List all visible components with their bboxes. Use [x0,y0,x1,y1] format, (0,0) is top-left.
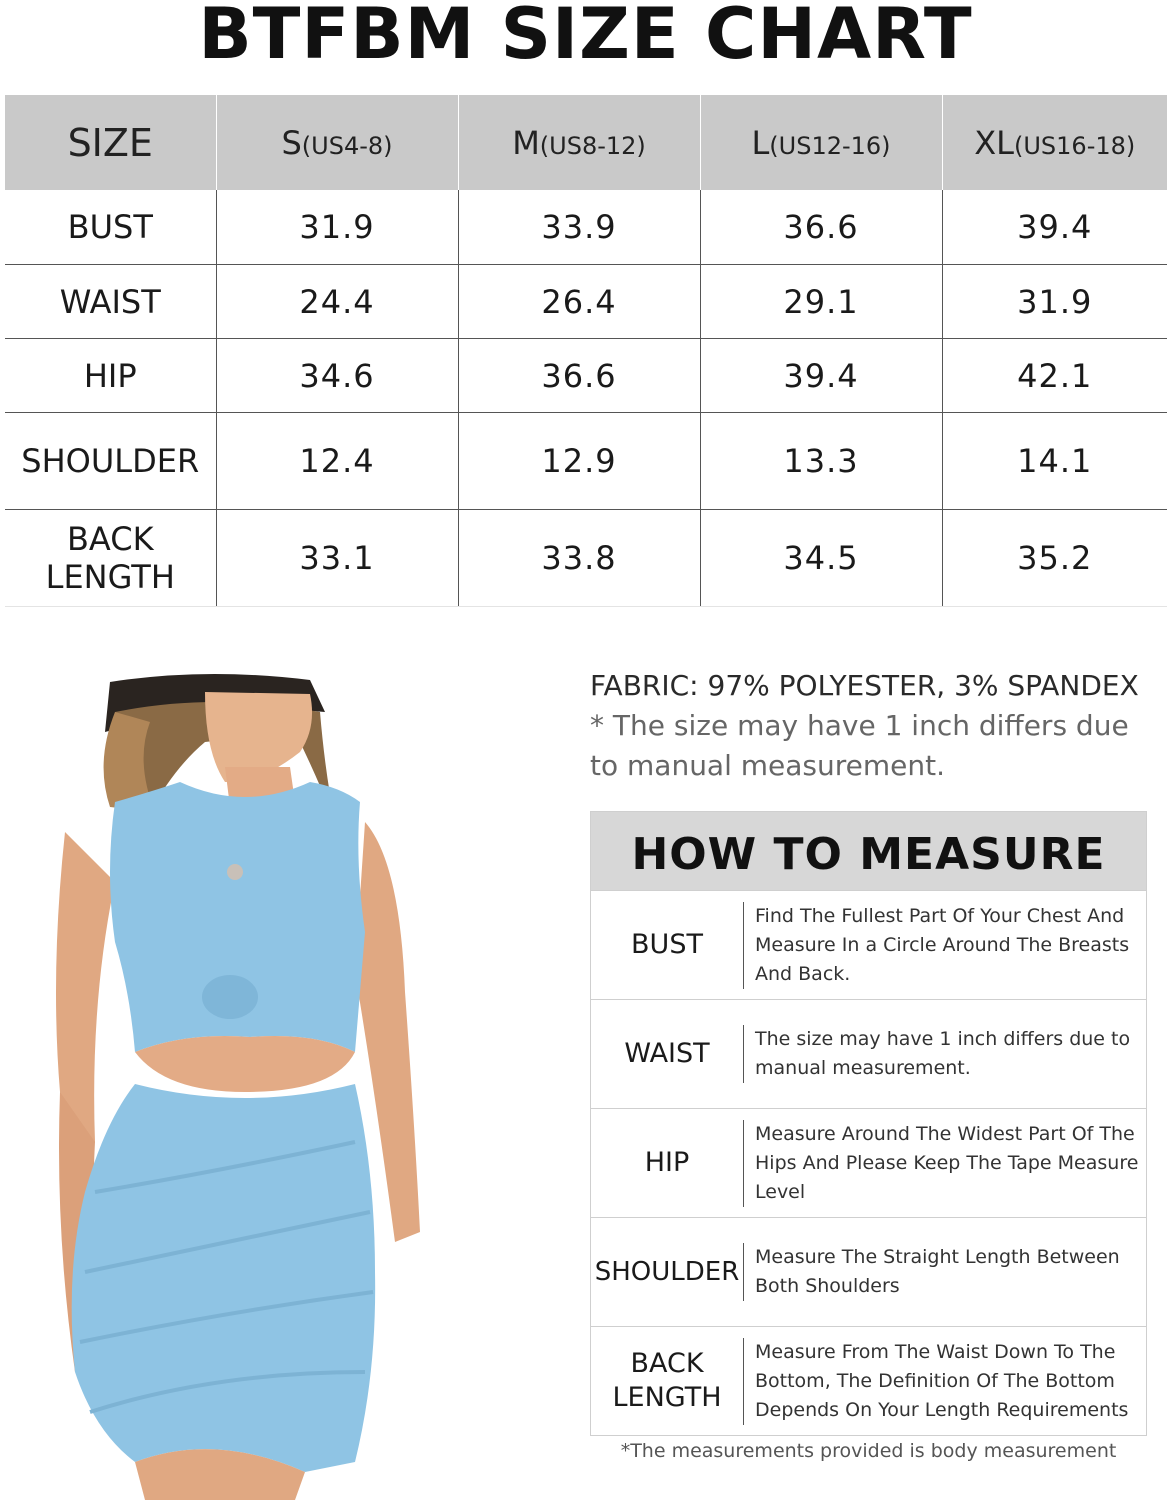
dress-product-photo [55,672,450,1500]
table-cell: 42.1 [942,339,1167,413]
table-cell: 39.4 [942,190,1167,265]
table-cell: 12.4 [216,413,458,510]
table-cell: 36.6 [458,339,700,413]
fabric-info [590,666,1160,786]
table-row [5,190,1167,265]
measure-label: WAIST [624,1038,710,1069]
table-cell: 36.6 [700,190,942,265]
fabric-note: * The size may have 1 inch differs due to manual measurement. [590,709,1129,782]
size-header-m: M(US8-12) [458,95,700,190]
measure-label: SHOULDER [594,1257,740,1287]
size-header-l: L(US12-16) [700,95,942,190]
measure-label: HIP [644,1147,690,1178]
row-label: BACK LENGTH [5,510,216,607]
table-cell: 24.4 [216,265,458,339]
measure-desc: Measure From The Waist Down To The Bottom, The Definition Of The Bottom Depends On Your Length Requirements [743,1338,1146,1425]
table-cell: 34.6 [216,339,458,413]
table-cell: 31.9 [216,190,458,265]
table-cell: 39.4 [700,339,942,413]
size-table [5,95,1167,607]
measure-row-shoulder [591,1217,1146,1326]
measure-row-hip [591,1108,1146,1217]
table-cell: 31.9 [942,265,1167,339]
row-label: HIP [5,339,216,413]
size-header-s: S(US4-8) [216,95,458,190]
row-label: WAIST [5,265,216,339]
measure-desc: Find The Fullest Part Of Your Chest And Measure In a Circle Around The Breasts And Back. [743,902,1146,989]
how-to-measure-table [590,811,1147,1436]
measure-row-waist [591,999,1146,1108]
measure-label: BACK LENGTH [612,1348,722,1413]
table-row [5,265,1167,339]
measure-row-bust [591,890,1146,999]
table-cell: 12.9 [458,413,700,510]
table-cell: 33.9 [458,190,700,265]
table-row [5,510,1167,607]
measure-row-back-length [591,1326,1146,1435]
measure-desc: Measure The Straight Length Between Both Shoulders [743,1243,1146,1301]
fabric-line: FABRIC: 97% POLYESTER, 3% SPANDEX [590,669,1139,702]
row-label: SHOULDER [5,413,216,510]
measure-desc: The size may have 1 inch differs due to manual measurement. [743,1025,1146,1083]
size-header-xl: XL(US16-18) [942,95,1167,190]
footnote: *The measurements provided is body measurement [620,1440,1117,1462]
row-label: BUST [5,190,216,265]
table-cell: 14.1 [942,413,1167,510]
how-to-measure-title: HOW TO MEASURE [591,812,1146,890]
measure-desc: Measure Around The Widest Part Of The Hips And Please Keep The Tape Measure Level [743,1120,1146,1207]
table-cell: 35.2 [942,510,1167,607]
table-cell: 13.3 [700,413,942,510]
table-cell: 33.1 [216,510,458,607]
size-header-label: SIZE [5,95,216,190]
table-row [5,413,1167,510]
size-table-header-row [5,95,1167,190]
size-chart-title: BTFBM SIZE CHART [198,0,973,75]
table-cell: 29.1 [700,265,942,339]
table-cell: 34.5 [700,510,942,607]
table-row [5,339,1167,413]
table-cell: 26.4 [458,265,700,339]
table-cell: 33.8 [458,510,700,607]
measure-label: BUST [631,929,703,960]
